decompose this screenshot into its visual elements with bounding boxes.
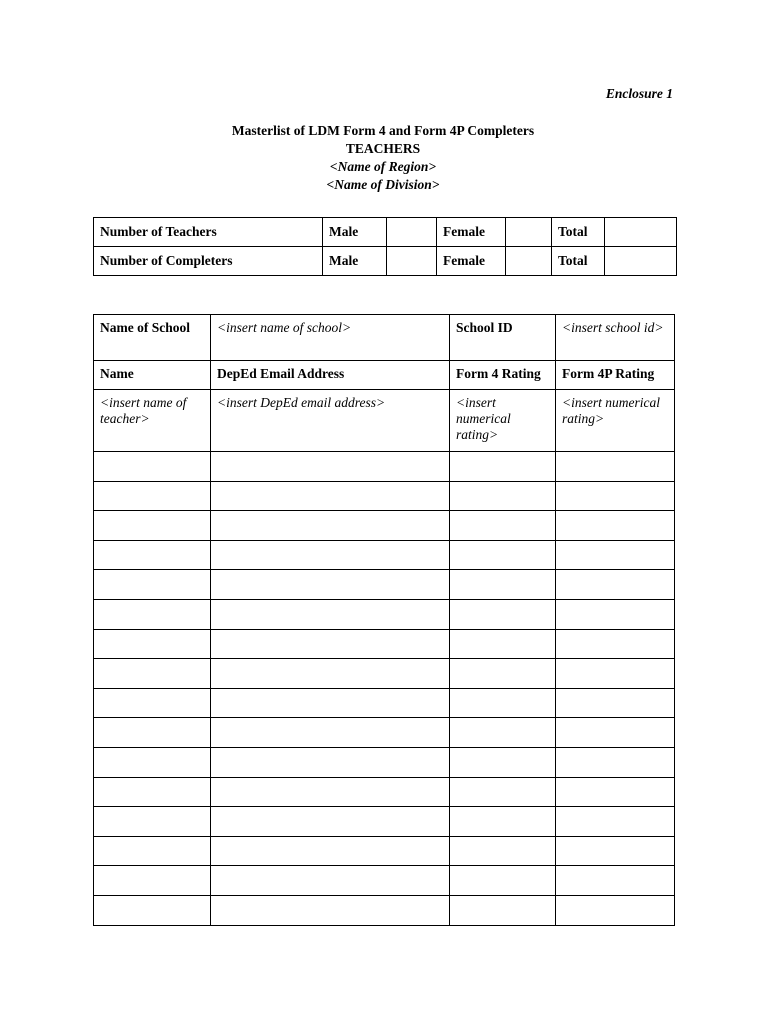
male-value-cell[interactable] xyxy=(387,218,437,247)
email-cell[interactable] xyxy=(211,836,450,866)
form4-rating-cell[interactable] xyxy=(450,866,556,896)
form4-rating-cell[interactable] xyxy=(450,688,556,718)
email-cell[interactable] xyxy=(211,599,450,629)
email-cell[interactable] xyxy=(211,511,450,541)
table-row xyxy=(94,570,675,600)
table-row xyxy=(94,481,675,511)
form4-rating-cell[interactable] xyxy=(450,481,556,511)
form4-rating-cell[interactable] xyxy=(450,570,556,600)
form4p-rating-cell[interactable] xyxy=(556,540,675,570)
female-value-cell[interactable] xyxy=(506,218,552,247)
summary-table xyxy=(93,217,677,276)
teacher-name-placeholder[interactable]: <insert name of teacher> xyxy=(94,390,211,452)
form4-rating-cell[interactable] xyxy=(450,659,556,689)
form4p-rating-cell[interactable] xyxy=(556,807,675,837)
male-label: Male xyxy=(323,247,387,276)
table-row xyxy=(94,836,675,866)
school-name-placeholder[interactable]: <insert name of school> xyxy=(211,315,450,361)
column-header-email: DepEd Email Address xyxy=(211,361,450,390)
total-value-cell[interactable] xyxy=(605,218,677,247)
email-cell[interactable] xyxy=(211,777,450,807)
table-row xyxy=(94,777,675,807)
form4p-rating-cell[interactable] xyxy=(556,777,675,807)
column-header-form4-rating: Form 4 Rating xyxy=(450,361,556,390)
teacher-name-cell[interactable] xyxy=(94,511,211,541)
table-row xyxy=(94,511,675,541)
teacher-name-cell[interactable] xyxy=(94,895,211,925)
total-value-cell[interactable] xyxy=(605,247,677,276)
teacher-name-cell[interactable] xyxy=(94,777,211,807)
table-row xyxy=(94,659,675,689)
teacher-name-cell[interactable] xyxy=(94,570,211,600)
form4-rating-cell[interactable] xyxy=(450,747,556,777)
header-row xyxy=(94,361,675,390)
form4p-rating-cell[interactable] xyxy=(556,629,675,659)
summary-label: Number of Completers xyxy=(94,247,323,276)
school-name-label: Name of School xyxy=(94,315,211,361)
email-cell[interactable] xyxy=(211,747,450,777)
school-row xyxy=(94,315,675,361)
email-cell[interactable] xyxy=(211,540,450,570)
form4p-rating-cell[interactable] xyxy=(556,659,675,689)
form4p-rating-placeholder[interactable]: <insert numerical rating> xyxy=(556,390,675,452)
form4p-rating-cell[interactable] xyxy=(556,511,675,541)
form4-rating-cell[interactable] xyxy=(450,452,556,482)
table-row xyxy=(94,866,675,896)
table-row xyxy=(94,895,675,925)
form4p-rating-cell[interactable] xyxy=(556,599,675,629)
male-value-cell[interactable] xyxy=(387,247,437,276)
summary-row-completers xyxy=(94,247,677,276)
form4p-rating-cell[interactable] xyxy=(556,481,675,511)
blank-rows xyxy=(94,452,675,926)
form4-rating-cell[interactable] xyxy=(450,511,556,541)
email-cell[interactable] xyxy=(211,481,450,511)
female-value-cell[interactable] xyxy=(506,247,552,276)
teacher-name-cell[interactable] xyxy=(94,747,211,777)
enclosure-label: Enclosure 1 xyxy=(605,86,673,101)
division-placeholder: <Name of Division> xyxy=(326,177,440,192)
form4-rating-cell[interactable] xyxy=(450,807,556,837)
teacher-name-cell[interactable] xyxy=(94,836,211,866)
email-cell[interactable] xyxy=(211,659,450,689)
column-header-form4p-rating: Form 4P Rating xyxy=(556,361,675,390)
document-title: Masterlist of LDM Form 4 and Form 4P Completers xyxy=(231,123,535,138)
teacher-name-cell[interactable] xyxy=(94,659,211,689)
form4p-rating-cell[interactable] xyxy=(556,452,675,482)
email-cell[interactable] xyxy=(211,570,450,600)
table-row xyxy=(94,540,675,570)
total-label: Total xyxy=(552,247,605,276)
email-cell[interactable] xyxy=(211,452,450,482)
table-row xyxy=(94,452,675,482)
teacher-masterlist-table xyxy=(93,314,675,926)
teacher-name-cell[interactable] xyxy=(94,629,211,659)
form4p-rating-cell[interactable] xyxy=(556,747,675,777)
female-label: Female xyxy=(437,218,506,247)
table-row xyxy=(94,747,675,777)
school-id-label: School ID xyxy=(450,315,556,361)
table-row xyxy=(94,599,675,629)
form4p-rating-cell[interactable] xyxy=(556,688,675,718)
form4p-rating-cell[interactable] xyxy=(556,570,675,600)
table-row xyxy=(94,718,675,748)
teacher-name-cell[interactable] xyxy=(94,452,211,482)
form4p-rating-cell[interactable] xyxy=(556,836,675,866)
form4p-rating-cell[interactable] xyxy=(556,866,675,896)
email-cell[interactable] xyxy=(211,895,450,925)
teacher-name-cell[interactable] xyxy=(94,688,211,718)
teacher-name-cell[interactable] xyxy=(94,807,211,837)
email-placeholder[interactable]: <insert DepEd email address> xyxy=(211,390,450,452)
form4p-rating-cell[interactable] xyxy=(556,895,675,925)
email-cell[interactable] xyxy=(211,688,450,718)
female-label: Female xyxy=(437,247,506,276)
document-subtitle: TEACHERS xyxy=(345,141,421,156)
email-cell[interactable] xyxy=(211,866,450,896)
title-block xyxy=(0,122,766,194)
column-header-name: Name xyxy=(94,361,211,390)
form4-rating-cell[interactable] xyxy=(450,629,556,659)
teacher-name-cell[interactable] xyxy=(94,481,211,511)
form4-rating-cell[interactable] xyxy=(450,777,556,807)
form4-rating-placeholder[interactable]: <insert numerical rating> xyxy=(450,390,556,452)
form4-rating-cell[interactable] xyxy=(450,836,556,866)
placeholder-row xyxy=(94,390,675,452)
teacher-name-cell[interactable] xyxy=(94,540,211,570)
form4p-rating-cell[interactable] xyxy=(556,718,675,748)
teacher-name-cell[interactable] xyxy=(94,866,211,896)
summary-row-teachers xyxy=(94,218,677,247)
email-cell[interactable] xyxy=(211,718,450,748)
total-label: Total xyxy=(552,218,605,247)
form4-rating-cell[interactable] xyxy=(450,599,556,629)
form4-rating-cell[interactable] xyxy=(450,895,556,925)
school-id-placeholder[interactable]: <insert school id> xyxy=(556,315,675,361)
form4-rating-cell[interactable] xyxy=(450,718,556,748)
teacher-name-cell[interactable] xyxy=(94,599,211,629)
form4-rating-cell[interactable] xyxy=(450,540,556,570)
teacher-name-cell[interactable] xyxy=(94,718,211,748)
email-cell[interactable] xyxy=(211,807,450,837)
region-placeholder: <Name of Region> xyxy=(329,159,437,174)
summary-label: Number of Teachers xyxy=(94,218,323,247)
table-row xyxy=(94,688,675,718)
email-cell[interactable] xyxy=(211,629,450,659)
table-row xyxy=(94,629,675,659)
male-label: Male xyxy=(323,218,387,247)
table-row xyxy=(94,807,675,837)
